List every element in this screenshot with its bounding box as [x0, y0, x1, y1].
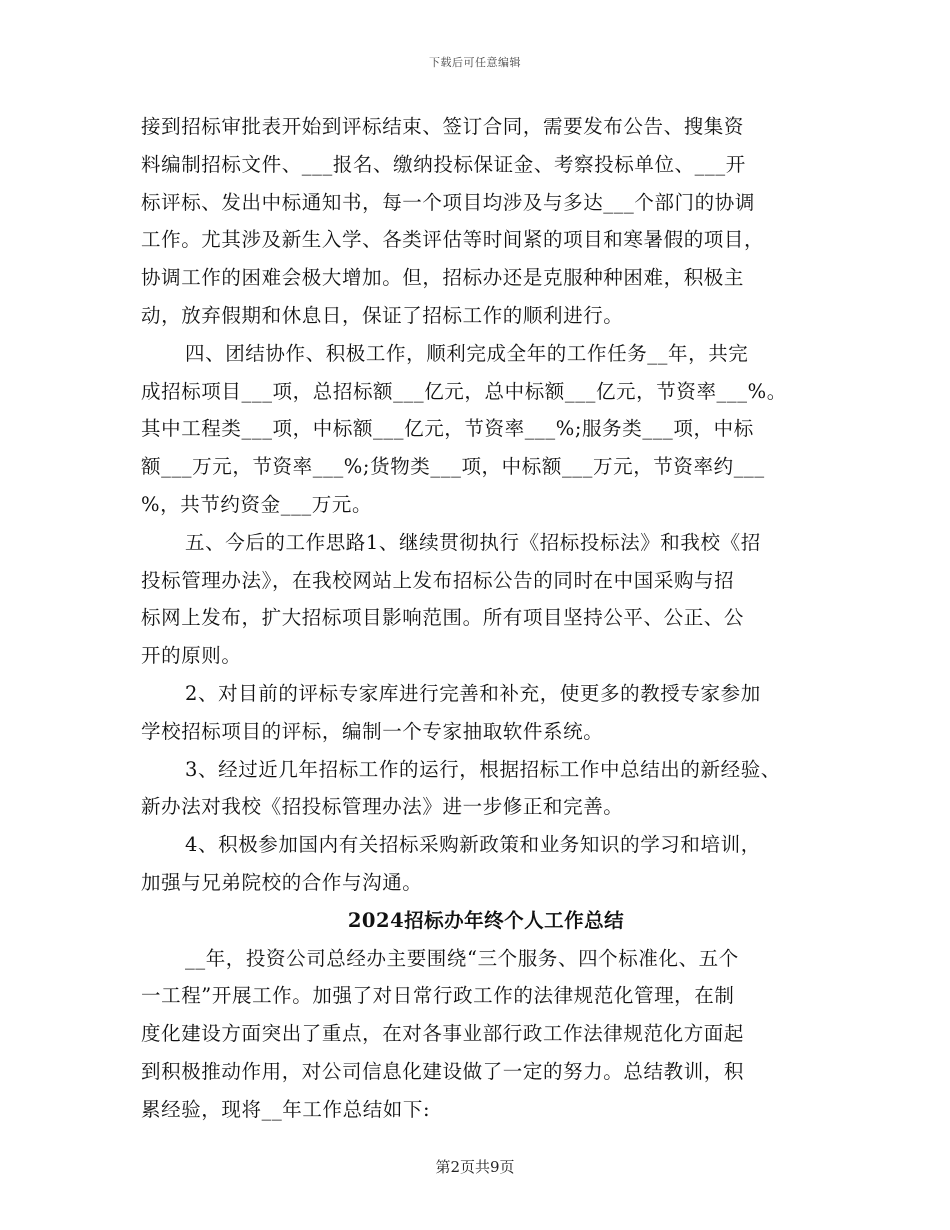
text-line: 加强与兄弟院校的合作与沟通。: [141, 870, 423, 894]
text-line: 工作。尤其涉及新生入学、各类评估等时间紧的项目和寒暑假的项目，: [141, 228, 765, 252]
text-line: 动，放弃假期和休息日，保证了招标工作的顺利进行。: [141, 303, 624, 327]
text-line: 协调工作的困难会极大增加。但，招标办还是克服种种困难，积极主: [141, 266, 745, 290]
text-line: 标网上发布，扩大招标项目影响范围。所有项目坚持公平、公正、公: [141, 606, 745, 630]
text-line: 投标管理办法》，在我校网站上发布招标公告的同时在中国采购与招: [141, 568, 735, 592]
text-line: 料编制招标文件、___报名、缴纳投标保证金、考察投标单位、___开: [141, 152, 746, 176]
text-line: 标评标、发出中标通知书，每一个项目均涉及与多达___个部门的协调: [141, 190, 755, 214]
text-line: 成招标项目___项，总招标额___亿元，总中标额___亿元，节资率___%。: [141, 379, 787, 403]
page-number: 第2页共9页: [435, 1158, 515, 1176]
paragraph-start-line: 4、积极参加国内有关招标采购新政策和业务知识的学习和培训，: [185, 833, 761, 857]
paragraph-start-line: 四、团结协作、积极工作，顺利完成全年的工作任务__年，共完: [185, 341, 749, 365]
document-body: [141, 108, 831, 1129]
text-line: 累经验，现将__年工作总结如下:: [141, 1097, 431, 1121]
text-line: 新办法对我校《招投标管理办法》进一步修正和完善。: [141, 795, 624, 819]
section-title: 2024招标办年终个人工作总结: [347, 908, 625, 932]
header-note: 下载后可任意编辑: [429, 56, 521, 69]
text-line: 接到招标审批表开始到评标结束、签订合同，需要发布公告、搜集资: [141, 115, 745, 138]
text-line: 开的原则。: [141, 644, 242, 668]
paragraph-start-line: 2、对目前的评标专家库进行完善和补充，使更多的教授专家参加: [185, 681, 761, 705]
text-line: 度化建设方面突出了重点，在对各事业部行政工作法律规范化方面起: [141, 1022, 745, 1046]
text-line: 额___万元，节资率___%;货物类___项，中标额___万元，节资率约___: [141, 455, 765, 479]
paragraph-start-line: 五、今后的工作思路1、继续贯彻执行《招标投标法》和我校《招: [185, 530, 761, 554]
paragraph-start-line: 3、经过近几年招标工作的运行，根据招标工作中总结出的新经验、: [185, 757, 781, 781]
text-line: %，共节约资金___万元。: [141, 492, 373, 516]
text-line: 到积极推动作用，对公司信息化建设做了一定的努力。总结教训，积: [141, 1059, 745, 1083]
text-line: 其中工程类___项，中标额___亿元，节资率___%;服务类___项，中标: [141, 417, 754, 441]
text-line: 学校招标项目的评标，编制一个专家抽取软件系统。: [141, 719, 604, 743]
text-line: 一工程”开展工作。加强了对日常行政工作的法律规范化管理，在制: [141, 984, 735, 1008]
paragraph-start-line: __年，投资公司总经办主要围绕“三个服务、四个标准化、五个: [185, 946, 739, 970]
